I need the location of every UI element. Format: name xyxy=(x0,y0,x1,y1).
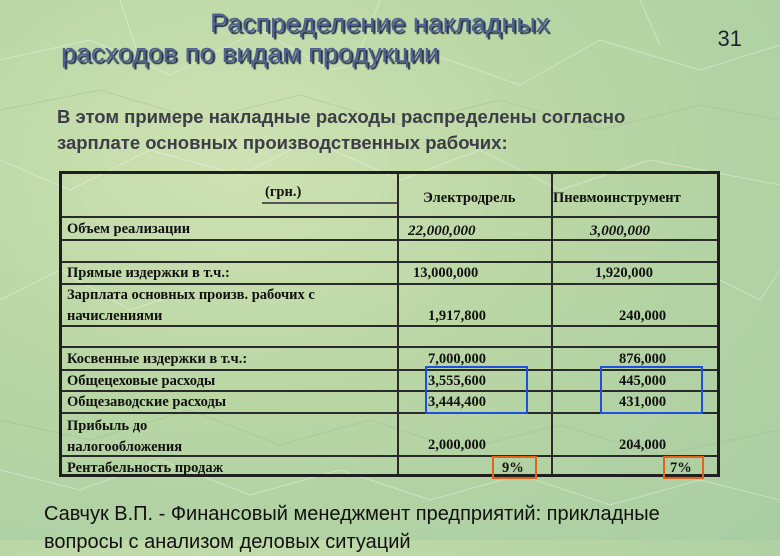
row-label-direct-costs: Прямые издержки в т.ч.: xyxy=(67,265,230,281)
highlight-box-col2-overhead xyxy=(600,366,703,414)
plant-overhead-col1: 3,444,400 xyxy=(428,394,486,410)
intro-line-1: В этом примере накладные расходы распределены согласно xyxy=(57,106,626,127)
wages-col1: 1,917,800 xyxy=(428,308,486,324)
profit-col2: 204,000 xyxy=(619,437,667,453)
source-citation xyxy=(44,500,764,556)
col-header-pneumatic: Пневмоинструмент xyxy=(553,190,681,206)
table-rule xyxy=(62,216,717,218)
row-label-sales: Объем реализации xyxy=(67,221,191,237)
intro-line-2: зарплате основных производственных рабочих: xyxy=(57,132,508,153)
overhead-table xyxy=(59,171,720,477)
row-label-plant-overhead: Общезаводские расходы xyxy=(67,394,227,410)
table-rule xyxy=(62,346,717,348)
row-label-indirect-costs: Косвенные издержки в т.ч.: xyxy=(67,351,248,367)
column-divider xyxy=(397,174,399,474)
sales-col1: 22,000,000 xyxy=(408,223,476,239)
intro-text xyxy=(57,104,737,156)
plant-overhead-col2: 431,000 xyxy=(619,394,667,410)
row-label-profit-line-1: Прибыль до xyxy=(67,418,148,434)
wages-col2: 240,000 xyxy=(619,308,667,324)
row-label-wages-line-1: Зарплата основных произв. рабочих с xyxy=(67,287,315,303)
highlight-box-col1-return xyxy=(492,456,537,479)
return-on-sales-col2: 7% xyxy=(670,460,692,476)
source-citation-line-1: Савчук В.П. - Финансовый менеджмент предприятий: прикладные xyxy=(44,503,660,525)
slide-title-line-1: Распределение накладных xyxy=(210,8,550,38)
indirect-costs-col2: 876,000 xyxy=(619,351,667,367)
return-on-sales-col1: 9% xyxy=(502,460,524,476)
column-divider xyxy=(551,174,553,474)
slide-number: 31 xyxy=(717,26,742,51)
slide-title-line-2: расходов по видам продукции xyxy=(61,38,439,68)
row-label-wages-line-2: начислениями xyxy=(67,308,163,324)
direct-costs-col2: 1,920,000 xyxy=(595,265,653,281)
row-label-shop-overhead: Общецеховые расходы xyxy=(67,373,216,389)
shop-overhead-col1: 3,555,600 xyxy=(428,373,486,389)
profit-col1: 2,000,000 xyxy=(428,437,486,453)
highlight-box-col2-return xyxy=(663,456,704,479)
sales-col2: 3,000,000 xyxy=(590,223,650,239)
col-header-electrodrill: Электродрель xyxy=(423,190,516,206)
slide-title xyxy=(0,8,640,68)
source-citation-line-2: вопросы с анализом деловых ситуаций xyxy=(44,531,411,553)
shop-overhead-col2: 445,000 xyxy=(619,373,667,389)
highlight-box-col1-overhead xyxy=(425,366,528,414)
row-label-profit-line-2: налогообложения xyxy=(67,439,183,455)
direct-costs-col1: 13,000,000 xyxy=(413,265,479,281)
unit-label: (грн.) xyxy=(262,182,397,204)
indirect-costs-col1: 7,000,000 xyxy=(428,351,486,367)
row-label-return-on-sales: Рентабельность продаж xyxy=(67,460,224,476)
